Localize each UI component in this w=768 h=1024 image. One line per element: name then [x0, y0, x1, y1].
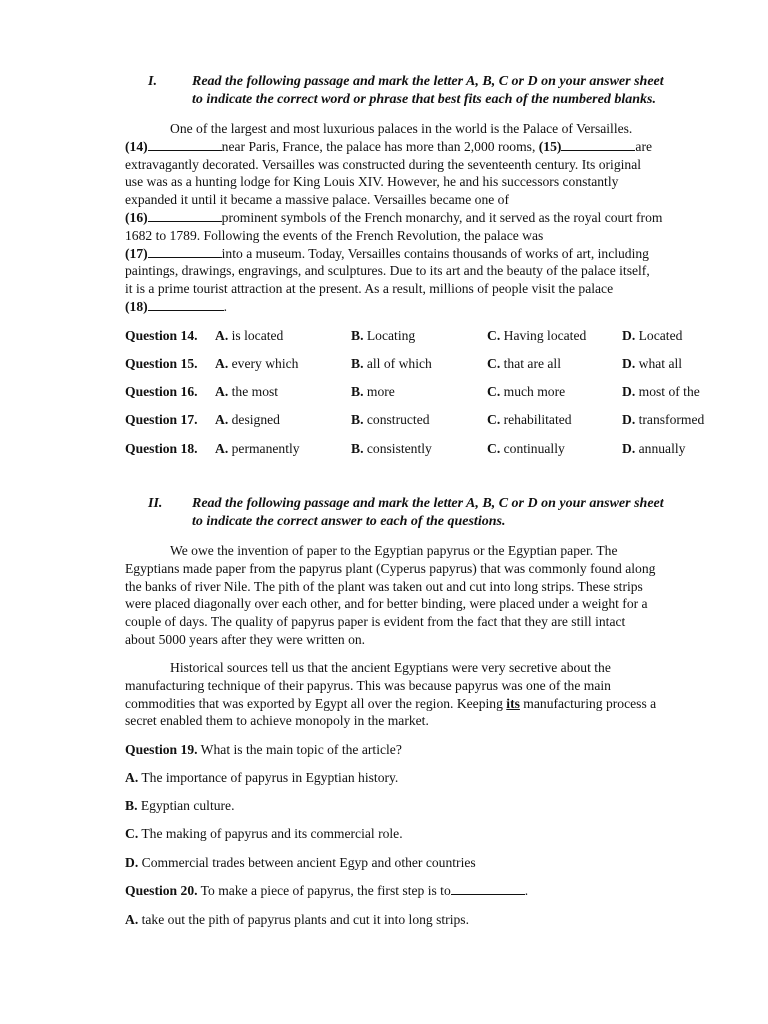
option-b: B. Locating [351, 328, 416, 343]
passage-line [125, 209, 705, 227]
option-a: A. is located [215, 328, 284, 343]
option-a: A. the most [215, 384, 279, 399]
blank-14 [148, 138, 222, 151]
question-label: Question 15. [125, 356, 198, 371]
question-label: Question 17. [125, 412, 198, 427]
option-b: B. more [351, 384, 395, 399]
passage-line: One of the largest and most luxurious palaces in the world is the Palace of Versailles. [170, 121, 633, 136]
passage-line: 1682 to 1789. Following the events of the French Revolution, the palace was [125, 227, 544, 243]
passage-line: Egyptians made paper from the papyrus plant (Cyperus papyrus) that was commonly found along [125, 560, 656, 576]
passage-versailles [125, 120, 705, 316]
passage-text: into a museum. Today, Versailles contains thousands of works of art, including [221, 245, 649, 261]
option-d: D. most of the [622, 384, 700, 399]
question-row [125, 355, 725, 373]
blank-number-18: (18) [125, 298, 148, 314]
option-a: A. every which [215, 356, 299, 371]
option-a: A. permanently [215, 441, 300, 456]
passage-line: about 5000 years after they were written on. [125, 631, 366, 647]
option-d: D. transformed [622, 412, 705, 427]
passage-line: extravagantly decorated. Versailles was constructed during the seventeenth century. Its original [125, 156, 642, 172]
question-label: Question 20. [125, 883, 198, 898]
option-b: B. all of which [351, 356, 432, 371]
passage-line: paintings, drawings, engravings, and sculptures. Due to its art and the beauty of the palace itself, [125, 263, 650, 279]
passage-line: the banks of river Nile. The pith of the plant was taken out and cut into long strips. These strips [125, 578, 643, 594]
instruction-line: Read the following passage and mark the letter A, B, C or D on your answer sheet [192, 74, 664, 89]
passage-line: it is a prime tourist attraction at the present. As a result, millions of people visit the palace [125, 281, 614, 297]
passage-text: prominent symbols of the French monarchy, and it served as the royal court from [221, 209, 663, 225]
blank-20 [451, 882, 525, 895]
passage-text: . [223, 298, 228, 314]
question-row [125, 411, 725, 429]
option-c: C. that are all [487, 356, 561, 371]
question-20: Question 20. To make a piece of papyrus, the first step is to . [125, 883, 529, 898]
answer-option: B. Egyptian culture. [125, 798, 235, 813]
section-2-instruction [192, 495, 722, 531]
question-row [125, 440, 725, 458]
question-label: Question 18. [125, 441, 198, 456]
option-b: B. constructed [351, 412, 430, 427]
option-d: D. annually [622, 441, 686, 456]
blank-17 [148, 245, 222, 258]
question-label: Question 14. [125, 328, 198, 343]
question-text: To make a piece of papyrus, the first step is to [200, 883, 451, 898]
passage-line [125, 245, 705, 263]
passage-text: are [635, 138, 653, 154]
answer-option: D. Commercial trades between ancient Egyp and other countries [125, 855, 476, 870]
option-c: C. rehabilitated [487, 412, 572, 427]
blank-number-17: (17) [125, 245, 148, 261]
question-row [125, 327, 725, 345]
question-label: Question 16. [125, 384, 198, 399]
passage-papyrus-p1 [125, 542, 705, 649]
option-c: C. much more [487, 384, 566, 399]
instruction-line: to indicate the correct answer to each of the questions. [192, 514, 506, 529]
instruction-line: to indicate the correct word or phrase that best fits each of the numbered blanks. [192, 92, 656, 107]
passage-line [125, 298, 705, 316]
blank-number-14: (14) [125, 138, 148, 154]
passage-text: near Paris, France, the palace has more than 2,000 rooms, [221, 138, 536, 154]
option-a: A. designed [215, 412, 280, 427]
option-d: D. Located [622, 328, 683, 343]
passage-line: couple of days. The quality of papyrus paper is evident from the fact that they are still intact [125, 614, 626, 630]
passage-line: expanded it until it became a massive palace. Versailles became one of [125, 192, 509, 208]
question-row [125, 383, 725, 401]
section-1-instruction [192, 73, 722, 109]
option-c: C. Having located [487, 328, 587, 343]
instruction-line: Read the following passage and mark the letter A, B, C or D on your answer sheet [192, 496, 664, 511]
option-b: B. consistently [351, 441, 432, 456]
passage-line: We owe the invention of paper to the Egyptian papyrus or the Egyptian paper. The [170, 543, 618, 558]
option-c: C. continually [487, 441, 565, 456]
question-19 [125, 741, 402, 759]
passage-line: manufacturing technique of their papyrus. This was because papyrus was one of the main [125, 677, 611, 693]
blank-15 [561, 138, 635, 151]
blank-number-16: (16) [125, 209, 148, 225]
answer-option: A. take out the pith of papyrus plants and cut it into long strips. [125, 912, 469, 927]
passage-line [125, 138, 705, 156]
blank-number-15: (15) [538, 138, 562, 154]
emphasized-word: its [506, 695, 520, 711]
passage-text: commodities that was exported by Egypt all over the region. Keeping [125, 695, 503, 711]
blank-18 [148, 298, 224, 311]
passage-line: Historical sources tell us that the ancient Egyptians were very secretive about the [170, 660, 611, 675]
section-1-numeral: I. [148, 74, 157, 89]
answer-option: A. The importance of papyrus in Egyptian history. [125, 770, 399, 785]
passage-line [125, 695, 705, 713]
passage-papyrus-p2 [125, 659, 705, 730]
blank-16 [148, 209, 222, 222]
answer-option: C. The making of papyrus and its commercial role. [125, 826, 403, 841]
passage-line: were placed diagonally over each other, and for better binding, were placed under a weight for a [125, 596, 648, 612]
passage-text: manufacturing process a [523, 695, 657, 711]
passage-line: use was as a hunting lodge for King Louis XIV. However, he and his successors constantly [125, 174, 619, 190]
passage-line: secret enabled them to achieve monopoly in the market. [125, 713, 429, 729]
question-label: Question 19. [125, 742, 198, 757]
section-2-numeral: II. [148, 496, 163, 511]
question-text: What is the main topic of the article? [200, 742, 402, 757]
option-d: D. what all [622, 356, 683, 371]
